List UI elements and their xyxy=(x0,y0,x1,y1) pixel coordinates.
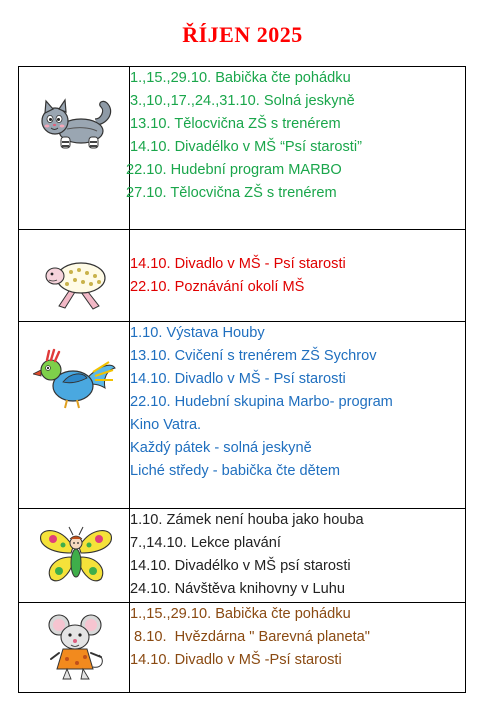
section-cat xyxy=(126,67,466,230)
event-line: 22.10. Poznávání okolí MŠ xyxy=(130,279,305,295)
page-title: ŘÍJEN 2025 xyxy=(182,22,303,47)
event-line: Liché středy - babička čte dětem xyxy=(130,463,341,479)
event-line: 24.10. Návštěva knihovny v Luhu xyxy=(130,581,345,597)
picture-cell xyxy=(19,603,130,693)
event-line: 1.10. Zámek není houba jako houba xyxy=(130,512,364,528)
event-line: 8.10. Hvězdárna " Barevná planeta" xyxy=(130,629,370,645)
section-mouse xyxy=(130,603,466,693)
schedule-row-sheep xyxy=(19,230,466,322)
schedule-table xyxy=(18,66,466,693)
schedule-row-cat xyxy=(19,67,466,230)
butterfly-icon xyxy=(39,523,113,587)
picture-cell xyxy=(19,230,130,322)
section-bird xyxy=(130,322,466,509)
event-line: 13.10. Tělocvična ZŠ s trenérem xyxy=(130,116,341,132)
cat-icon xyxy=(37,97,117,155)
event-line: 27.10. Tělocvična ZŠ s trenérem xyxy=(126,185,337,201)
schedule-row-butterfly xyxy=(19,509,466,603)
sheep-icon xyxy=(41,254,113,312)
event-line: 14.10. Divadlo v MŠ -Psí starosti xyxy=(130,652,342,668)
event-line: 14.10. Divadlo v MŠ - Psí starosti xyxy=(130,371,346,387)
event-line: Kino Vatra. xyxy=(130,417,202,433)
event-line: 22.10. Hudební program MARBO xyxy=(126,162,342,178)
event-line: Každý pátek - solná jeskyně xyxy=(130,440,312,456)
event-line: 14.10. Divadlo v MŠ - Psí starosti xyxy=(130,256,346,272)
event-line: 13.10. Cvičení s trenérem ZŠ Sychrov xyxy=(130,348,377,364)
event-line: 1.,15.,29.10. Babička čte pohádku xyxy=(130,70,351,86)
event-line: 1.10. Výstava Houby xyxy=(130,325,265,341)
bird-icon xyxy=(33,348,117,414)
schedule-row-bird xyxy=(19,322,466,509)
picture-cell xyxy=(19,322,130,509)
picture-cell xyxy=(19,67,130,230)
event-line: 7.,14.10. Lekce plavání xyxy=(130,535,281,551)
section-sheep xyxy=(130,230,466,322)
event-line: 3.,10.,17.,24.,31.10. Solná jeskyně xyxy=(130,93,355,109)
mouse-icon xyxy=(45,613,109,683)
schedule-row-mouse xyxy=(19,603,466,693)
event-line: 14.10. Divadélko v MŠ psí starosti xyxy=(130,558,351,574)
picture-cell xyxy=(19,509,130,603)
section-butterfly xyxy=(130,509,466,603)
event-line: 14.10. Divadélko v MŠ “Psí starosti” xyxy=(130,139,362,155)
event-line: 1.,15.,29.10. Babička čte pohádku xyxy=(130,606,351,622)
event-line: 22.10. Hudební skupina Marbo- program xyxy=(130,394,393,410)
